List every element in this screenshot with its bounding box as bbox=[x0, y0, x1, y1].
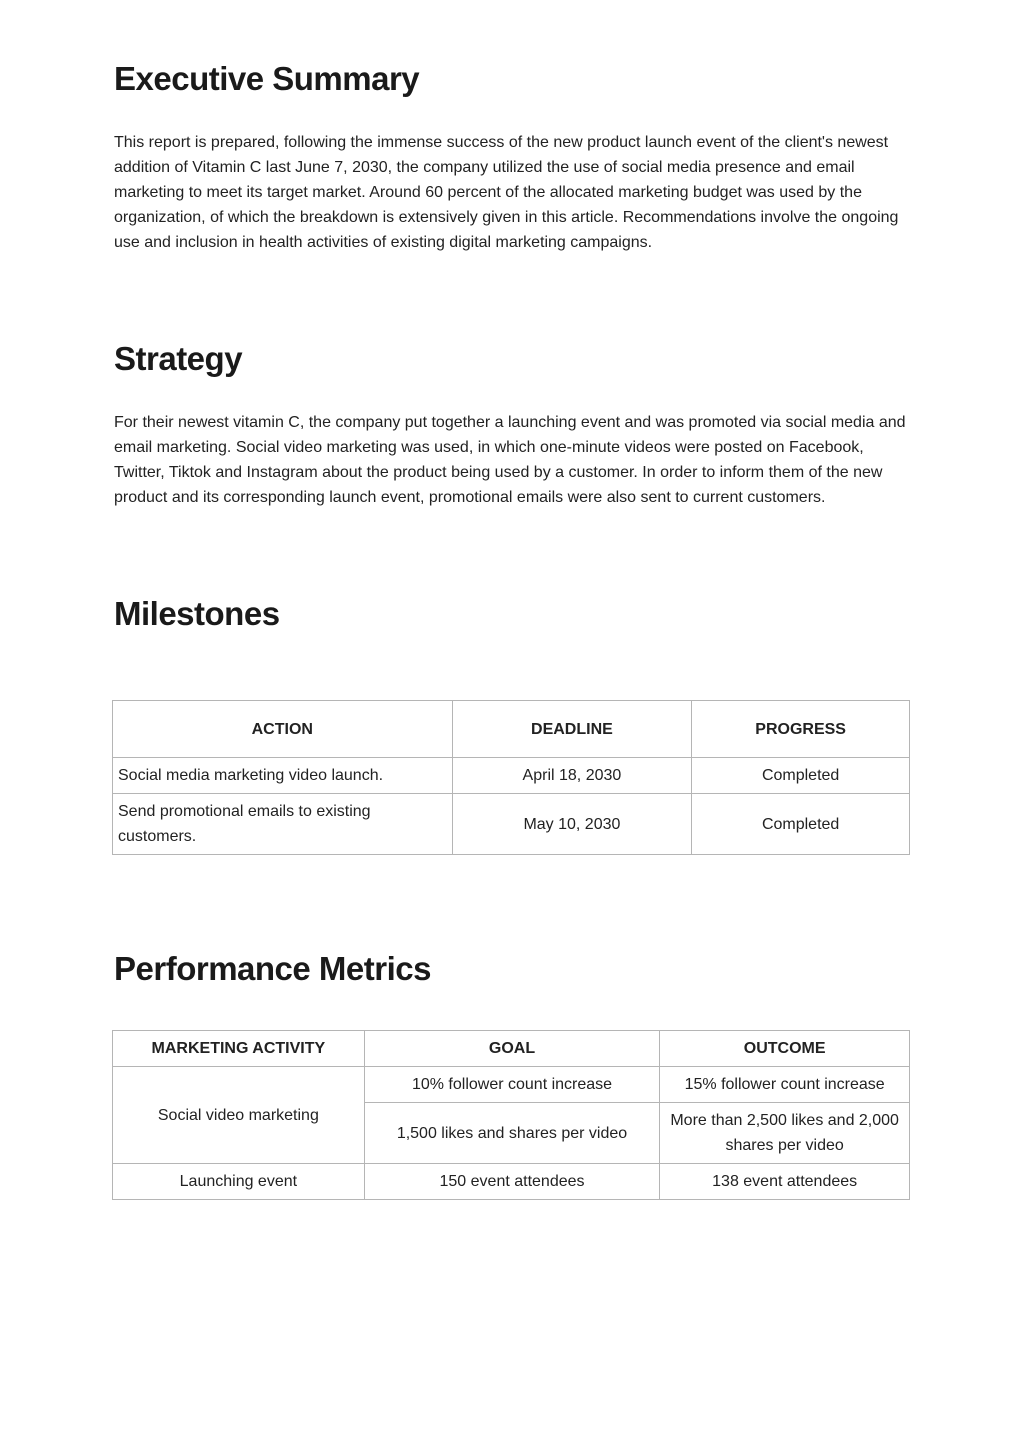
metric-outcome: 15% follower count increase bbox=[660, 1067, 910, 1103]
metrics-header-row bbox=[113, 1031, 910, 1067]
table-row bbox=[113, 1164, 910, 1200]
strategy-heading: Strategy bbox=[114, 340, 243, 377]
milestones-header-row bbox=[113, 701, 910, 758]
milestone-action: Send promotional emails to existing customers. bbox=[113, 794, 453, 855]
executive-summary-body: This report is prepared, following the immense success of the new product launch event of the client's newest addition of Vitamin C last June 7, 2030, the company utilized the use of social media presence and email marketing to meet its target market. Around 60 percent of the allocated marketing budget was used by the organization, of which the breakdown is extensively given in this article. Recommendations involve the ongoing use and inclusion in health activities of existing digital marketing campaigns. bbox=[114, 134, 899, 251]
performance-metrics-heading: Performance Metrics bbox=[114, 950, 431, 987]
metrics-col-outcome: OUTCOME bbox=[660, 1031, 910, 1067]
metric-goal: 150 event attendees bbox=[364, 1164, 660, 1200]
milestone-progress: Completed bbox=[692, 758, 910, 794]
metric-outcome: More than 2,500 likes and 2,000 shares per video bbox=[660, 1103, 910, 1164]
milestone-deadline: April 18, 2030 bbox=[452, 758, 692, 794]
table-row bbox=[113, 794, 910, 855]
metric-goal: 10% follower count increase bbox=[364, 1067, 660, 1103]
milestones-col-progress: PROGRESS bbox=[692, 701, 910, 758]
metric-outcome: 138 event attendees bbox=[660, 1164, 910, 1200]
performance-metrics-table bbox=[112, 1030, 910, 1200]
metric-activity: Launching event bbox=[113, 1164, 365, 1200]
milestone-deadline: May 10, 2030 bbox=[452, 794, 692, 855]
table-row bbox=[113, 758, 910, 794]
milestone-action: Social media marketing video launch. bbox=[113, 758, 453, 794]
metric-activity: Social video marketing bbox=[113, 1067, 365, 1164]
milestones-col-action: ACTION bbox=[113, 701, 453, 758]
milestones-table bbox=[112, 700, 910, 855]
executive-summary-heading: Executive Summary bbox=[114, 60, 420, 97]
milestones-heading: Milestones bbox=[114, 595, 280, 632]
metrics-col-goal: GOAL bbox=[364, 1031, 660, 1067]
milestones-col-deadline: DEADLINE bbox=[452, 701, 692, 758]
milestone-progress: Completed bbox=[692, 794, 910, 855]
metric-goal: 1,500 likes and shares per video bbox=[364, 1103, 660, 1164]
table-row bbox=[113, 1067, 910, 1103]
strategy-body: For their newest vitamin C, the company put together a launching event and was promoted via social media and email marketing. Social video marketing was used, in which one-minute videos were posted on Facebook, Twitter, Tiktok and Instagram about the product being used by a customer. In order to inform them of the new product and its corresponding launch event, promotional emails were also sent to current customers. bbox=[114, 414, 906, 506]
metrics-col-activity: MARKETING ACTIVITY bbox=[113, 1031, 365, 1067]
